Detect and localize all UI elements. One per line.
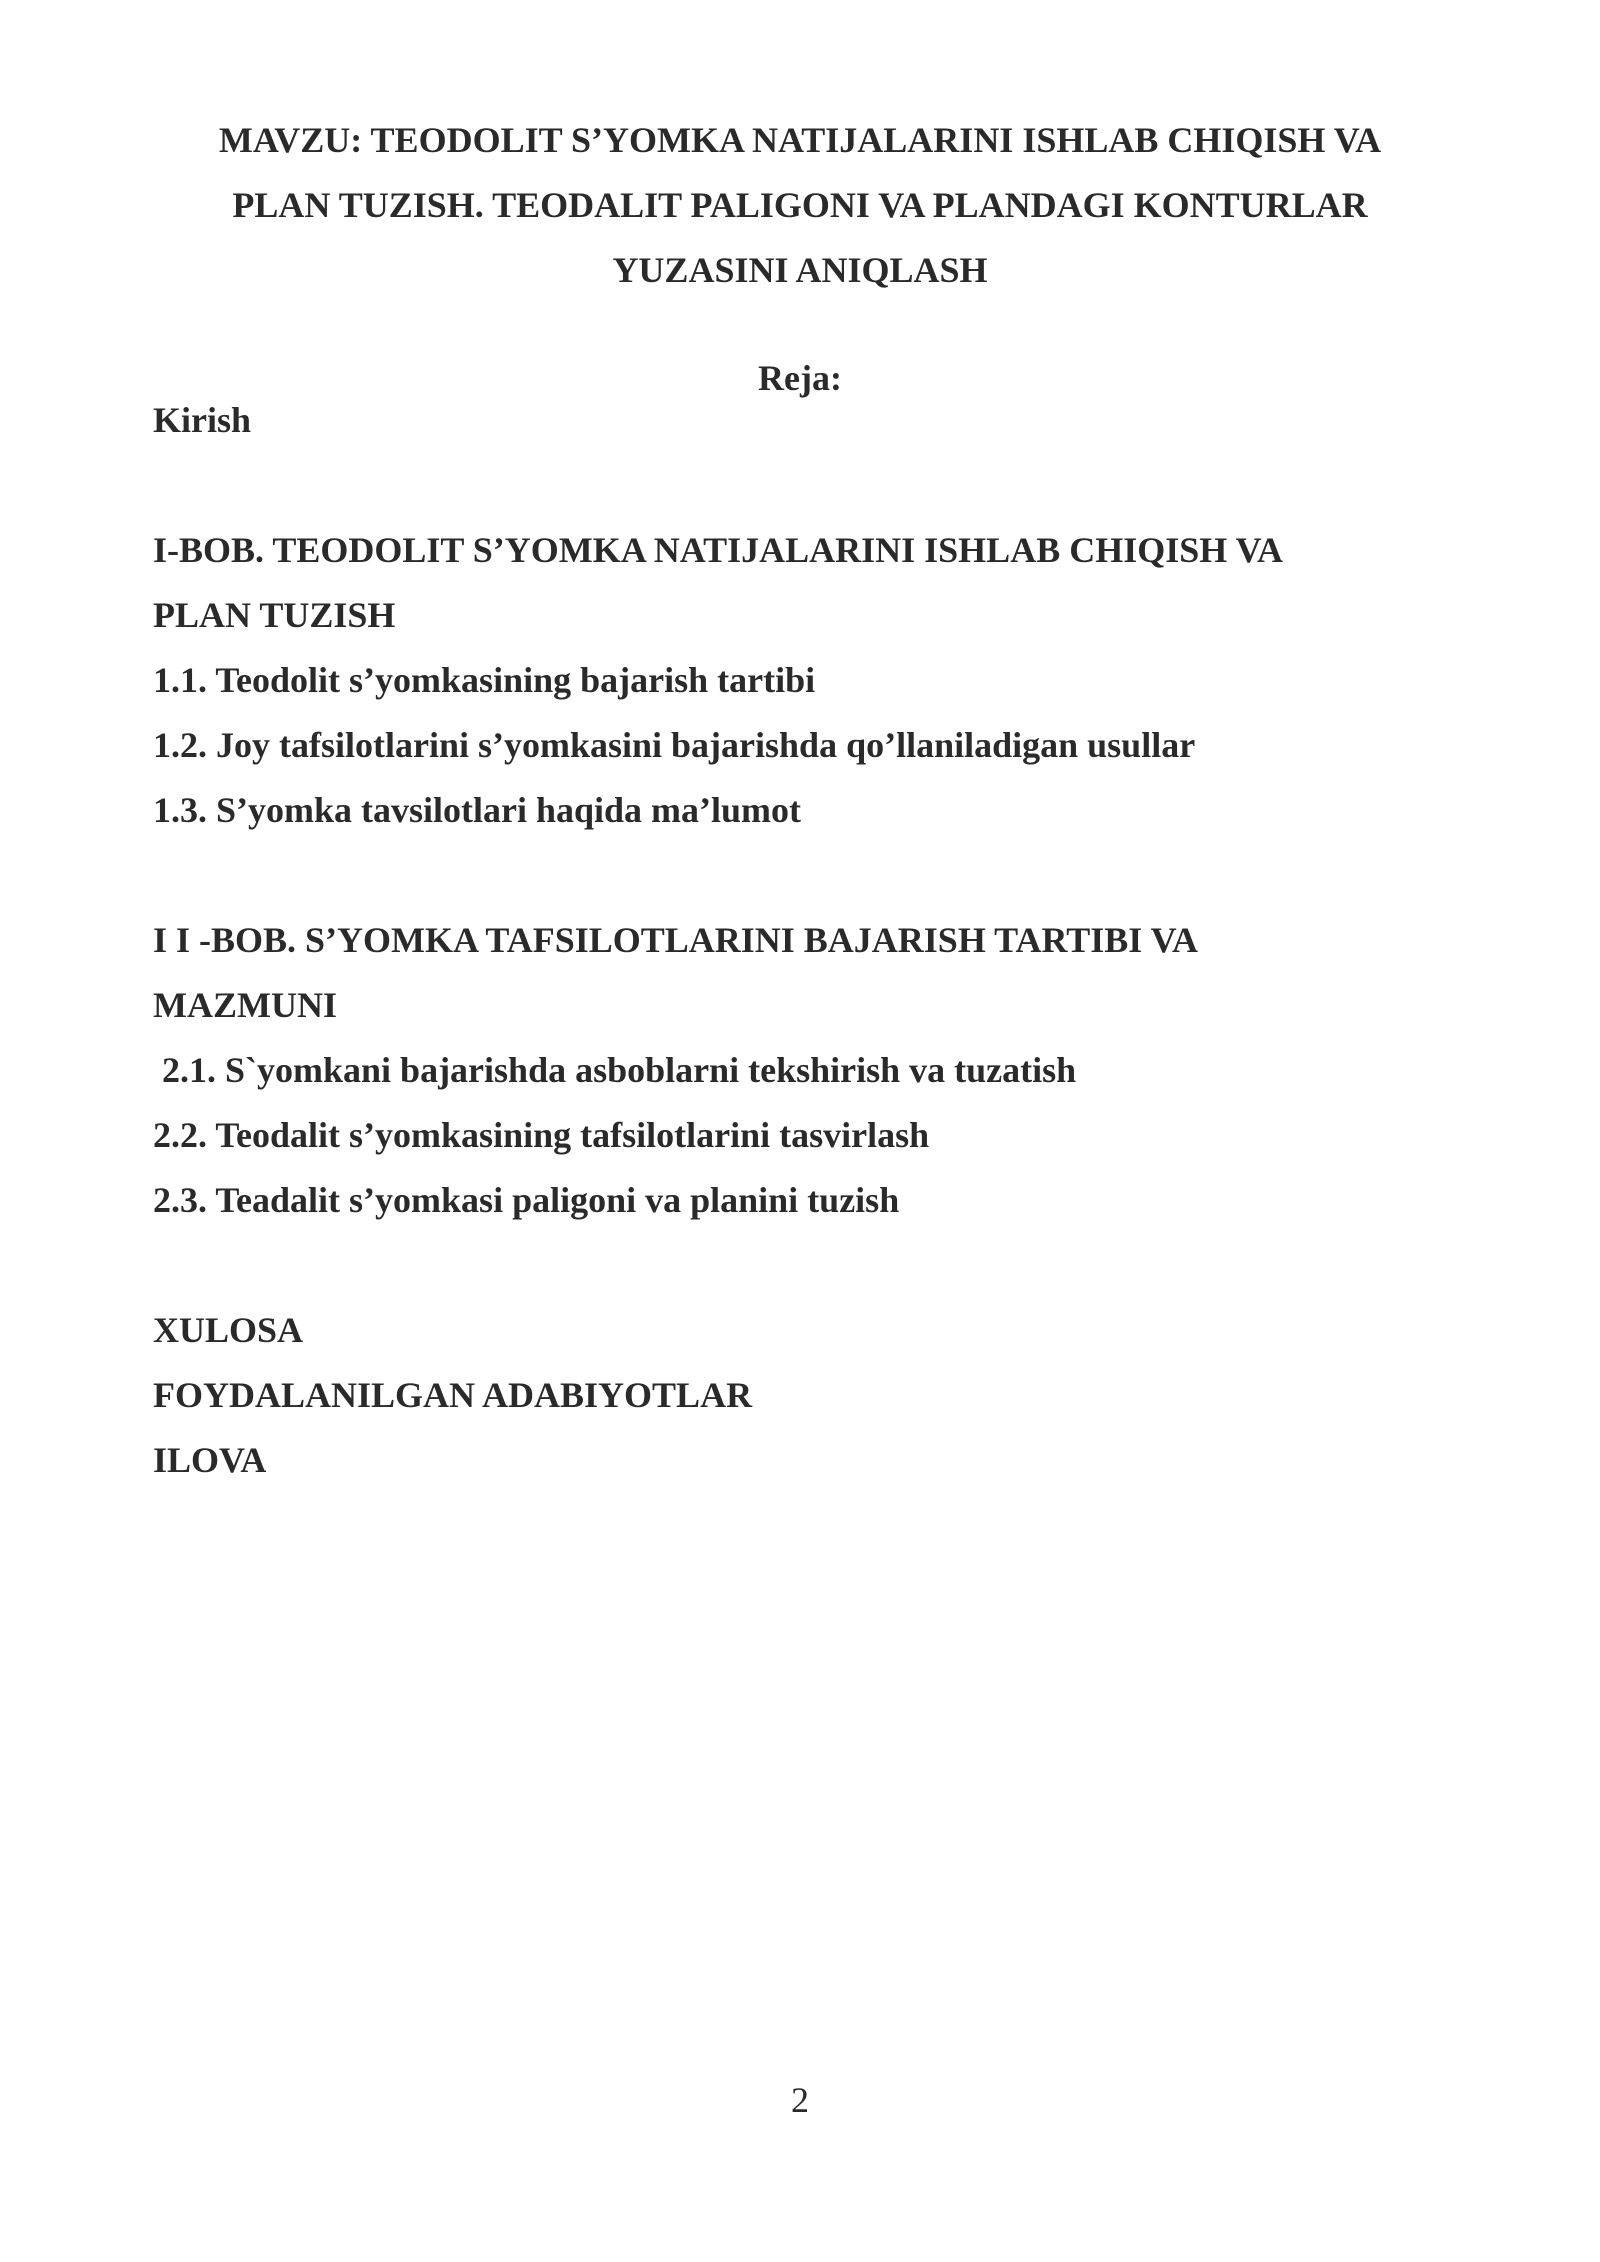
toc-chapter2-title-line1: I I -BOB. S’YOMKA TAFSILOTLARINI BAJARISH TARTIBI VA (153, 920, 1199, 960)
toc-section-1-2: 1.2. Joy tafsilotlarini s’yomkasini bajarishda qo’llaniladigan usullar (153, 725, 1196, 765)
toc-section-2-3: 2.3. Teadalit s’yomkasi paligoni va planini tuzish (153, 1180, 900, 1220)
title-line-2: PLAN TUZISH. TEODALIT PALIGONI VA PLANDAGI KONTURLAR (232, 185, 1368, 225)
toc-chapter2-title-line2: MAZMUNI (153, 985, 337, 1025)
toc-references: FOYDALANILGAN ADABIYOTLAR (153, 1375, 753, 1415)
document-title (140, 108, 1460, 303)
toc-section-1-1: 1.1. Teodolit s’yomkasining bajarish tartibi (153, 660, 816, 700)
title-line-1: MAVZU: TEODOLIT S’YOMKA NATIJALARINI ISHLAB CHIQISH VA (218, 120, 1382, 160)
toc-chapter1-title-line1: I-BOB. TEODOLIT S’YOMKA NATIJALARINI ISHLAB CHIQISH VA (153, 530, 1283, 570)
toc-section-2-1: 2.1. S`yomkani bajarishda asboblarni tekshirish va tuzatish (153, 1050, 1077, 1090)
toc-appendix: ILOVA (153, 1440, 267, 1480)
toc-chapter1-title-line2: PLAN TUZISH (153, 595, 396, 635)
plan-heading: Reja: (758, 358, 842, 398)
toc-conclusion: XULOSA (153, 1310, 304, 1350)
page-number: 2 (791, 2080, 809, 2120)
toc-section-1-3: 1.3. S’yomka tavsilotlari haqida ma’lumot (153, 790, 802, 830)
title-line-3: YUZASINI ANIQLASH (612, 250, 988, 290)
toc-intro: Kirish (153, 400, 252, 440)
toc-section-2-2: 2.2. Teodalit s’yomkasining tafsilotlarini tasvirlash (153, 1115, 930, 1155)
